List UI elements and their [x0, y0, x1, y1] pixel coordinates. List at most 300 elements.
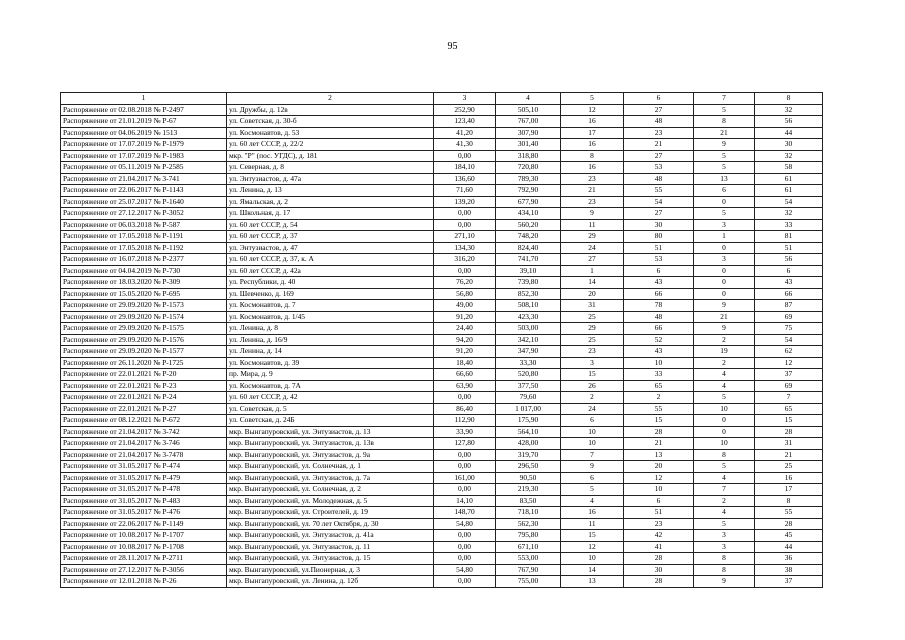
value-cell: 0,00 — [434, 392, 496, 404]
value-cell: 33,90 — [434, 426, 496, 438]
value-cell: 28 — [624, 553, 694, 565]
table-row — [61, 288, 823, 300]
value-cell: 13 — [694, 173, 755, 185]
value-cell: 9 — [694, 300, 755, 312]
value-cell: 21 — [624, 139, 694, 151]
value-cell: 24 — [561, 403, 624, 415]
value-cell: 2 — [561, 392, 624, 404]
table-row — [61, 472, 823, 484]
value-cell: 5 — [561, 484, 624, 496]
value-cell: 33 — [624, 369, 694, 381]
value-cell: 0,00 — [434, 208, 496, 220]
value-cell: 136,60 — [434, 173, 496, 185]
header-row — [61, 93, 823, 105]
order-cell: Распоряжение от 21.04.2017 № 3-7478 — [61, 449, 227, 461]
value-cell: 4 — [561, 495, 624, 507]
value-cell: 739,80 — [496, 277, 561, 289]
value-cell: 16 — [561, 116, 624, 128]
value-cell: 8 — [694, 553, 755, 565]
value-cell: 9 — [561, 208, 624, 220]
value-cell: 301,40 — [496, 139, 561, 151]
value-cell: 8 — [561, 150, 624, 162]
value-cell: 342,10 — [496, 334, 561, 346]
column-header: 7 — [694, 93, 755, 105]
value-cell: 1 017,00 — [496, 403, 561, 415]
order-cell: Распоряжение от 29.09.2020 № Р-1577 — [61, 346, 227, 358]
value-cell: 56 — [755, 116, 823, 128]
address-cell: мкр. Вынгапуровский, ул. Строителей, д. 19 — [227, 507, 434, 519]
value-cell: 9 — [694, 139, 755, 151]
table-row — [61, 300, 823, 312]
value-cell: 0,00 — [434, 553, 496, 565]
value-cell: 3 — [561, 357, 624, 369]
order-cell: Распоряжение от 22.01.2021 № Р-20 — [61, 369, 227, 381]
value-cell: 66 — [624, 288, 694, 300]
value-cell: 86,40 — [434, 403, 496, 415]
value-cell: 316,20 — [434, 254, 496, 266]
value-cell: 55 — [624, 403, 694, 415]
value-cell: 5 — [694, 208, 755, 220]
order-cell: Распоряжение от 29.09.2020 № Р-1574 — [61, 311, 227, 323]
value-cell: 347,90 — [496, 346, 561, 358]
value-cell: 19 — [694, 346, 755, 358]
value-cell: 15 — [755, 415, 823, 427]
table-row — [61, 104, 823, 116]
table-row — [61, 553, 823, 565]
value-cell: 5 — [694, 104, 755, 116]
table-row — [61, 530, 823, 542]
order-cell: Распоряжение от 31.05.2017 № Р-479 — [61, 472, 227, 484]
value-cell: 51 — [624, 242, 694, 254]
table-row — [61, 484, 823, 496]
value-cell: 29 — [561, 323, 624, 335]
value-cell: 75 — [755, 323, 823, 335]
value-cell: 91,20 — [434, 311, 496, 323]
value-cell: 741,70 — [496, 254, 561, 266]
value-cell: 307,90 — [496, 127, 561, 139]
value-cell: 44 — [755, 127, 823, 139]
order-cell: Распоряжение от 04.04.2019 № Р-730 — [61, 265, 227, 277]
value-cell: 3 — [694, 219, 755, 231]
value-cell: 296,50 — [496, 461, 561, 473]
value-cell: 520,80 — [496, 369, 561, 381]
value-cell: 15 — [561, 369, 624, 381]
value-cell: 54 — [755, 334, 823, 346]
value-cell: 12 — [624, 472, 694, 484]
value-cell: 6 — [755, 265, 823, 277]
value-cell: 9 — [694, 323, 755, 335]
table-row — [61, 380, 823, 392]
value-cell: 9 — [694, 576, 755, 588]
value-cell: 21 — [694, 311, 755, 323]
address-cell: мкр. Вынгапуровский, ул. Молодежная, д. 5 — [227, 495, 434, 507]
address-cell: мкр. Вынгапуровский, ул. Солнечная, д. 2 — [227, 484, 434, 496]
value-cell: 2 — [624, 392, 694, 404]
address-cell: ул. Шевченко, д. 169 — [227, 288, 434, 300]
order-cell: Распоряжение от 25.07.2017 № Р-1640 — [61, 196, 227, 208]
value-cell: 66 — [624, 323, 694, 335]
value-cell: 18,40 — [434, 357, 496, 369]
value-cell: 23 — [624, 518, 694, 530]
value-cell: 20 — [561, 288, 624, 300]
table-row — [61, 518, 823, 530]
value-cell: 319,70 — [496, 449, 561, 461]
value-cell: 39,10 — [496, 265, 561, 277]
table-row — [61, 162, 823, 174]
value-cell: 564,10 — [496, 426, 561, 438]
order-cell: Распоряжение от 31.05.2017 № Р-476 — [61, 507, 227, 519]
address-cell: ул. Космонавтов, д. 7А — [227, 380, 434, 392]
value-cell: 2 — [694, 357, 755, 369]
value-cell: 49,00 — [434, 300, 496, 312]
value-cell: 112,90 — [434, 415, 496, 427]
table-row — [61, 116, 823, 128]
value-cell: 23 — [624, 127, 694, 139]
value-cell: 14,10 — [434, 495, 496, 507]
value-cell: 503,00 — [496, 323, 561, 335]
value-cell: 508,10 — [496, 300, 561, 312]
value-cell: 8 — [694, 116, 755, 128]
value-cell: 5 — [694, 162, 755, 174]
value-cell: 21 — [755, 449, 823, 461]
value-cell: 17 — [755, 484, 823, 496]
value-cell: 720,80 — [496, 162, 561, 174]
value-cell: 6 — [561, 472, 624, 484]
column-header: 3 — [434, 93, 496, 105]
value-cell: 6 — [694, 185, 755, 197]
value-cell: 748,20 — [496, 231, 561, 243]
address-cell: ул. Ленина, д. 8 — [227, 323, 434, 335]
value-cell: 36 — [755, 553, 823, 565]
value-cell: 10 — [561, 426, 624, 438]
value-cell: 80 — [624, 231, 694, 243]
address-cell: мкр. Вынгапуровский, ул. Энтузиастов, д. 11 — [227, 541, 434, 553]
value-cell: 66 — [755, 288, 823, 300]
value-cell: 23 — [561, 173, 624, 185]
value-cell: 15 — [561, 530, 624, 542]
value-cell: 55 — [755, 507, 823, 519]
value-cell: 671,10 — [496, 541, 561, 553]
value-cell: 27 — [624, 104, 694, 116]
order-cell: Распоряжение от 21.04.2017 № 3-746 — [61, 438, 227, 450]
value-cell: 30 — [624, 564, 694, 576]
address-cell: ул. Ленина, д. 13 — [227, 185, 434, 197]
value-cell: 81 — [755, 231, 823, 243]
value-cell: 10 — [694, 403, 755, 415]
order-cell: Распоряжение от 26.11.2020 № Р-1725 — [61, 357, 227, 369]
value-cell: 161,00 — [434, 472, 496, 484]
value-cell: 41,30 — [434, 139, 496, 151]
order-cell: Распоряжение от 22.01.2021 № Р-23 — [61, 380, 227, 392]
value-cell: 12 — [561, 104, 624, 116]
value-cell: 61 — [755, 185, 823, 197]
address-cell: мкр. Вынгапуровский, ул. Энтузиастов, д. 7а — [227, 472, 434, 484]
order-cell: Распоряжение от 15.05.2020 № Р-695 — [61, 288, 227, 300]
value-cell: 175,90 — [496, 415, 561, 427]
value-cell: 8 — [755, 495, 823, 507]
table-row — [61, 564, 823, 576]
address-cell: мкр. Вынгапуровский, ул. 70 лет Октября, д. 30 — [227, 518, 434, 530]
value-cell: 0,00 — [434, 461, 496, 473]
value-cell: 26 — [561, 380, 624, 392]
value-cell: 4 — [694, 472, 755, 484]
table-row — [61, 495, 823, 507]
address-cell: мкр. Вынгапуровский, ул. Энтузиастов, д. 41а — [227, 530, 434, 542]
address-cell: ул. Советская, д. 30-б — [227, 116, 434, 128]
address-cell: ул. Космонавтов, д. 53 — [227, 127, 434, 139]
value-cell: 14 — [561, 564, 624, 576]
address-cell: ул. 60 лет СССР, д. 37 — [227, 231, 434, 243]
value-cell: 434,10 — [496, 208, 561, 220]
value-cell: 54 — [755, 196, 823, 208]
value-cell: 65 — [755, 403, 823, 415]
value-cell: 41 — [624, 541, 694, 553]
value-cell: 55 — [624, 185, 694, 197]
value-cell: 48 — [624, 116, 694, 128]
order-cell: Распоряжение от 04.06.2019 № 1513 — [61, 127, 227, 139]
order-cell: Распоряжение от 17.05.2018 № Р-1192 — [61, 242, 227, 254]
value-cell: 38 — [755, 564, 823, 576]
table-body — [61, 104, 823, 587]
table-row — [61, 426, 823, 438]
address-cell: пр. Мира, д. 9 — [227, 369, 434, 381]
value-cell: 66,60 — [434, 369, 496, 381]
table-row — [61, 449, 823, 461]
page-number: 95 — [447, 41, 458, 52]
order-cell: Распоряжение от 27.12.2017 № Р-3052 — [61, 208, 227, 220]
table-row — [61, 346, 823, 358]
value-cell: 5 — [694, 150, 755, 162]
value-cell: 44 — [755, 541, 823, 553]
order-cell: Распоряжение от 02.08.2018 № Р-2497 — [61, 104, 227, 116]
value-cell: 45 — [755, 530, 823, 542]
table-row — [61, 173, 823, 185]
table-row — [61, 196, 823, 208]
value-cell: 560,20 — [496, 219, 561, 231]
table-row — [61, 254, 823, 266]
value-cell: 90,50 — [496, 472, 561, 484]
value-cell: 767,00 — [496, 116, 561, 128]
address-cell: ул. Ленина, д. 16/9 — [227, 334, 434, 346]
value-cell: 69 — [755, 380, 823, 392]
value-cell: 21 — [624, 438, 694, 450]
table-row — [61, 219, 823, 231]
value-cell: 0,00 — [434, 265, 496, 277]
value-cell: 28 — [755, 426, 823, 438]
value-cell: 134,30 — [434, 242, 496, 254]
order-cell: Распоряжение от 31.05.2017 № Р-474 — [61, 461, 227, 473]
value-cell: 25 — [561, 334, 624, 346]
value-cell: 23 — [561, 346, 624, 358]
address-cell: мкр. Вынгапуровский, ул. Ленина, д. 12б — [227, 576, 434, 588]
value-cell: 5 — [694, 461, 755, 473]
value-cell: 428,00 — [496, 438, 561, 450]
value-cell: 53 — [624, 254, 694, 266]
table-row — [61, 507, 823, 519]
value-cell: 33 — [755, 219, 823, 231]
value-cell: 318,80 — [496, 150, 561, 162]
value-cell: 127,80 — [434, 438, 496, 450]
order-cell: Распоряжение от 17.07.2019 № Р-1983 — [61, 150, 227, 162]
value-cell: 21 — [561, 185, 624, 197]
order-cell: Распоряжение от 12.01.2018 № Р-26 — [61, 576, 227, 588]
table-row — [61, 403, 823, 415]
order-cell: Распоряжение от 06.03.2018 № Р-587 — [61, 219, 227, 231]
order-cell: Распоряжение от 29.09.2020 № Р-1575 — [61, 323, 227, 335]
value-cell: 10 — [561, 438, 624, 450]
table-row — [61, 334, 823, 346]
address-cell: мкр. Вынгапуровский, ул. Солнечная, д. 1 — [227, 461, 434, 473]
order-cell: Распоряжение от 21.01.2019 № Р-67 — [61, 116, 227, 128]
column-header: 2 — [227, 93, 434, 105]
value-cell: 4 — [694, 369, 755, 381]
table-row — [61, 242, 823, 254]
value-cell: 423,30 — [496, 311, 561, 323]
value-cell: 16 — [755, 472, 823, 484]
address-cell: ул. 60 лет СССР, д. 22/2 — [227, 139, 434, 151]
column-header: 1 — [61, 93, 227, 105]
value-cell: 4 — [694, 507, 755, 519]
value-cell: 61 — [755, 173, 823, 185]
value-cell: 69 — [755, 311, 823, 323]
value-cell: 94,20 — [434, 334, 496, 346]
value-cell: 8 — [694, 449, 755, 461]
column-header: 8 — [755, 93, 823, 105]
value-cell: 0,00 — [434, 530, 496, 542]
value-cell: 29 — [561, 231, 624, 243]
value-cell: 6 — [624, 265, 694, 277]
value-cell: 377,50 — [496, 380, 561, 392]
value-cell: 10 — [624, 357, 694, 369]
value-cell: 54 — [624, 196, 694, 208]
value-cell: 58 — [755, 162, 823, 174]
address-cell: мкр. Вынгапуровский, ул. Энтузиастов, д. 13в — [227, 438, 434, 450]
order-cell: Распоряжение от 28.11.2017 № Р-2711 — [61, 553, 227, 565]
value-cell: 62 — [755, 346, 823, 358]
value-cell: 0,00 — [434, 219, 496, 231]
table-row — [61, 323, 823, 335]
column-header: 6 — [624, 93, 694, 105]
address-cell: ул. 60 лет СССР, д. 54 — [227, 219, 434, 231]
table-row — [61, 277, 823, 289]
order-cell: Распоряжение от 16.07.2018 № Р-2377 — [61, 254, 227, 266]
value-cell: 43 — [624, 346, 694, 358]
value-cell: 792,90 — [496, 185, 561, 197]
value-cell: 15 — [624, 415, 694, 427]
table-row — [61, 438, 823, 450]
value-cell: 9 — [561, 461, 624, 473]
value-cell: 48 — [624, 173, 694, 185]
value-cell: 78 — [624, 300, 694, 312]
address-cell: мкр. Вынгапуровский, ул. Энтузиастов, д. 13 — [227, 426, 434, 438]
value-cell: 30 — [624, 219, 694, 231]
value-cell: 12 — [755, 357, 823, 369]
value-cell: 12 — [561, 541, 624, 553]
address-cell: мкр. Вынгапуровский, ул.Пионерная, д. 3 — [227, 564, 434, 576]
order-cell: Распоряжение от 21.04.2017 № 3-741 — [61, 173, 227, 185]
value-cell: 13 — [624, 449, 694, 461]
value-cell: 0 — [694, 242, 755, 254]
value-cell: 87 — [755, 300, 823, 312]
value-cell: 11 — [561, 219, 624, 231]
address-cell: ул. Энтузиастов, д. 47а — [227, 173, 434, 185]
value-cell: 21 — [694, 127, 755, 139]
value-cell: 32 — [755, 150, 823, 162]
value-cell: 33,30 — [496, 357, 561, 369]
value-cell: 0 — [694, 265, 755, 277]
value-cell: 27 — [624, 150, 694, 162]
value-cell: 271,10 — [434, 231, 496, 243]
address-cell: ул. Ленина, д. 14 — [227, 346, 434, 358]
address-cell: ул. Космонавтов, д. 7 — [227, 300, 434, 312]
address-cell: мкр. "Р" (пос. УГДС), д. 181 — [227, 150, 434, 162]
address-cell: ул. Северная, д. 8 — [227, 162, 434, 174]
value-cell: 0 — [694, 288, 755, 300]
value-cell: 42 — [624, 530, 694, 542]
table-row — [61, 150, 823, 162]
value-cell: 7 — [755, 392, 823, 404]
value-cell: 789,30 — [496, 173, 561, 185]
value-cell: 824,40 — [496, 242, 561, 254]
value-cell: 53 — [624, 162, 694, 174]
value-cell: 56 — [755, 254, 823, 266]
value-cell: 252,90 — [434, 104, 496, 116]
value-cell: 0 — [694, 426, 755, 438]
value-cell: 1 — [561, 265, 624, 277]
value-cell: 24 — [561, 242, 624, 254]
value-cell: 2 — [694, 495, 755, 507]
value-cell: 41,20 — [434, 127, 496, 139]
value-cell: 677,90 — [496, 196, 561, 208]
value-cell: 32 — [755, 208, 823, 220]
table-row — [61, 265, 823, 277]
order-cell: Распоряжение от 18.03.2020 № Р-309 — [61, 277, 227, 289]
table-row — [61, 541, 823, 553]
value-cell: 7 — [561, 449, 624, 461]
address-cell: ул. Советская, д. 5 — [227, 403, 434, 415]
table-row — [61, 369, 823, 381]
value-cell: 505,10 — [496, 104, 561, 116]
value-cell: 71,60 — [434, 185, 496, 197]
value-cell: 14 — [561, 277, 624, 289]
registry-table — [60, 92, 823, 588]
table-row — [61, 185, 823, 197]
value-cell: 28 — [755, 518, 823, 530]
address-cell: мкр. Вынгапуровский, ул. Энтузиастов, д. 15 — [227, 553, 434, 565]
address-cell: ул. Космонавтов, д. 1/45 — [227, 311, 434, 323]
value-cell: 28 — [624, 576, 694, 588]
value-cell: 83,50 — [496, 495, 561, 507]
address-cell: ул. 60 лет СССР, д. 42а — [227, 265, 434, 277]
value-cell: 1 — [694, 231, 755, 243]
value-cell: 0,00 — [434, 541, 496, 553]
value-cell: 17 — [561, 127, 624, 139]
order-cell: Распоряжение от 22.06.2017 № Р-1149 — [61, 518, 227, 530]
value-cell: 184,10 — [434, 162, 496, 174]
value-cell: 0 — [694, 196, 755, 208]
order-cell: Распоряжение от 31.05.2017 № Р-483 — [61, 495, 227, 507]
value-cell: 123,40 — [434, 116, 496, 128]
value-cell: 20 — [624, 461, 694, 473]
order-cell: Распоряжение от 27.12.2017 № Р-3056 — [61, 564, 227, 576]
value-cell: 31 — [755, 438, 823, 450]
value-cell: 148,70 — [434, 507, 496, 519]
value-cell: 562,30 — [496, 518, 561, 530]
address-cell: ул. 60 лет СССР, д. 37, к. А — [227, 254, 434, 266]
order-cell: Распоряжение от 29.09.2020 № Р-1573 — [61, 300, 227, 312]
table-row — [61, 208, 823, 220]
value-cell: 28 — [624, 426, 694, 438]
